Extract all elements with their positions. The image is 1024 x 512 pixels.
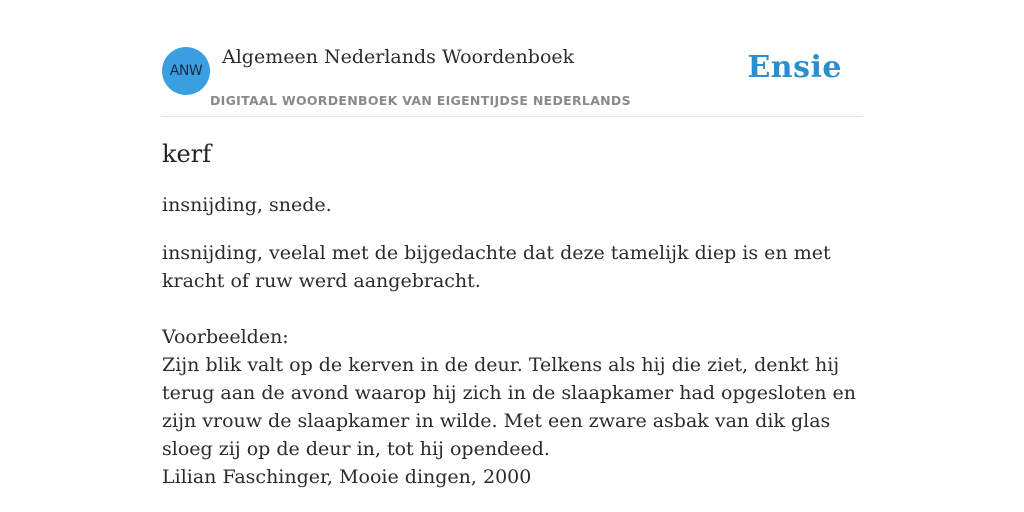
example-text: Zijn blik valt op de kerven in de deur. Telkens als hij die ziet, denkt hij terug aan de avond waarop hij zich in de slaapkamer had opgesloten en zijn vrouw de slaapkamer in wilde. Met een zware asbak van dik glas sloeg zij op de deur in, tot hij opendeed. — [162, 354, 856, 460]
anw-logo[interactable]: ANW — [162, 47, 210, 95]
long-definition-block — [162, 239, 862, 491]
site-title[interactable]: Algemeen Nederlands Woordenboek — [222, 46, 575, 68]
header — [162, 0, 862, 117]
example-source: Lilian Faschinger, Mooie dingen, 2000 — [162, 466, 532, 488]
site-subtitle: DIGITAAL WOORDENBOEK VAN EIGENTIJDSE NEDERLANDS — [210, 93, 631, 108]
entry-headword: kerf — [162, 140, 212, 168]
ensie-logo[interactable]: Ensie — [747, 50, 842, 85]
long-definition: insnijding, veelal met de bijgedachte dat deze tamelijk diep is en met kracht of ruw werd aangebracht. — [162, 242, 831, 292]
page — [162, 0, 862, 488]
examples-label: Voorbeelden: — [162, 326, 289, 348]
short-definition: insnijding, snede. — [162, 194, 332, 216]
